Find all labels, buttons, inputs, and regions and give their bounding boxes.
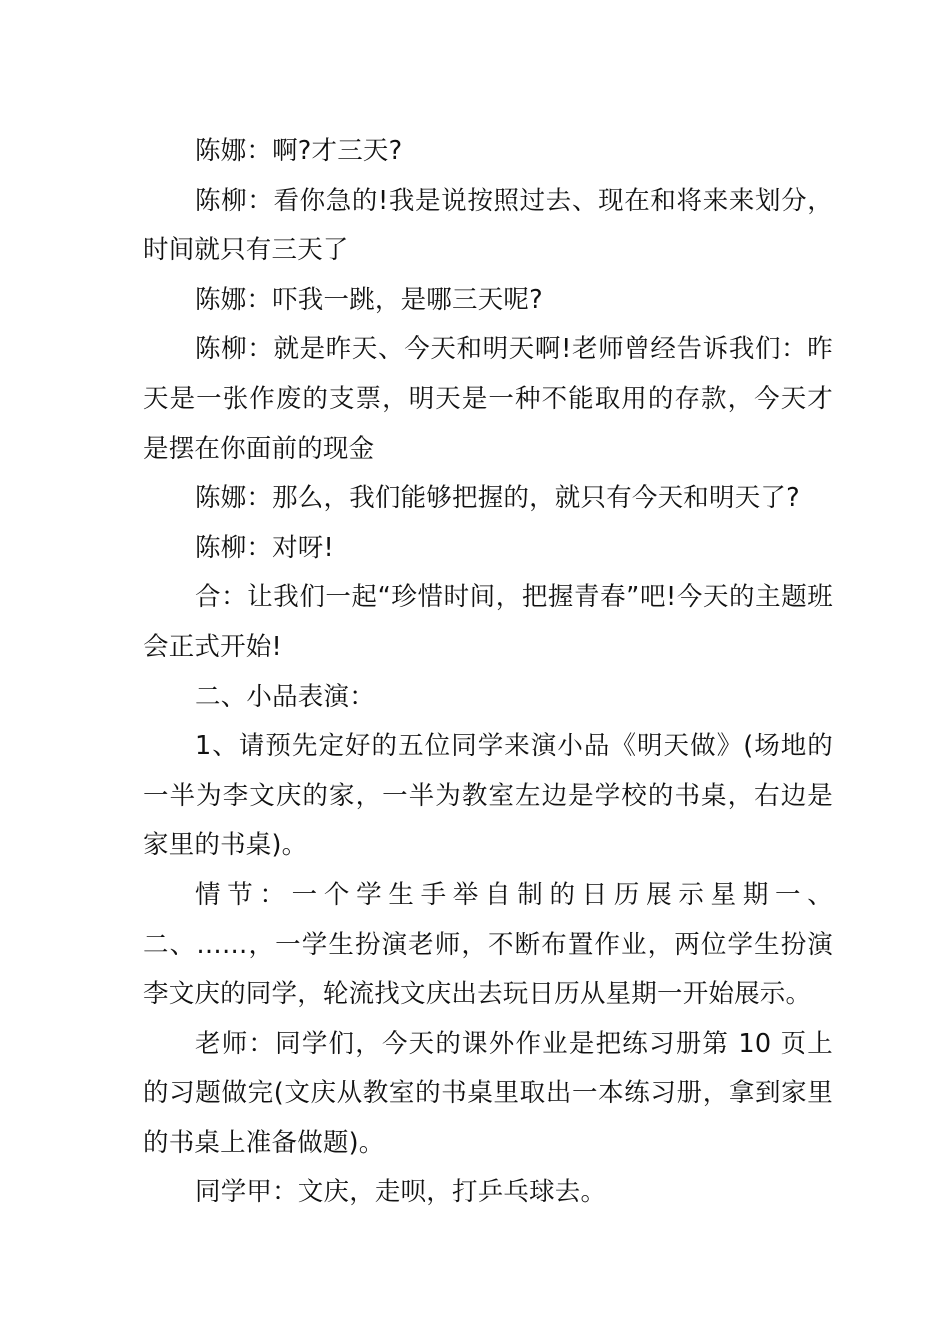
paragraph: 同学甲：文庆，走呗，打乒乓球去。 <box>195 1177 607 1208</box>
paragraph: 陈娜：啊?才三天? <box>195 136 403 166</box>
paragraph: 陈柳：对呀! <box>195 532 334 563</box>
section-heading: 二、小品表演： <box>195 681 375 712</box>
paragraph: 情节：一个学生手举自制的日历展示星期一、二、……，一学生扮演老师，不断布置作业，两位学生扮演李文庆的同学，轮流找文庆出去玩日历从星期一开始展示。 <box>143 879 833 1010</box>
paragraph: 1、请预先定好的五位同学来演小品《明天做》(场地的一半为李文庆的家，一半为教室左边是学校的书桌，右边是家里的书桌)。 <box>143 731 833 861</box>
paragraph: 合：让我们一起“珍惜时间，把握青春”吧!今天的主题班会正式开始! <box>143 582 833 662</box>
paragraph: 陈娜：吓我一跳，是哪三天呢? <box>195 284 543 315</box>
document-body <box>143 127 833 1218</box>
paragraph: 陈柳：看你急的!我是说按照过去、现在和将来来划分，时间就只有三天了 <box>143 185 833 266</box>
paragraph: 老师：同学们，今天的课外作业是把练习册第 10 页上的习题做完(文庆从教室的书桌里取出一本练习册，拿到家里的书桌上准备做题)。 <box>143 1028 833 1158</box>
paragraph: 陈柳：就是昨天、今天和明天啊!老师曾经告诉我们：昨天是一张作废的支票，明天是一种不能取用的存款，今天才是摆在你面前的现金 <box>143 334 833 464</box>
paragraph: 陈娜：那么，我们能够把握的，就只有今天和明天了? <box>195 483 800 514</box>
